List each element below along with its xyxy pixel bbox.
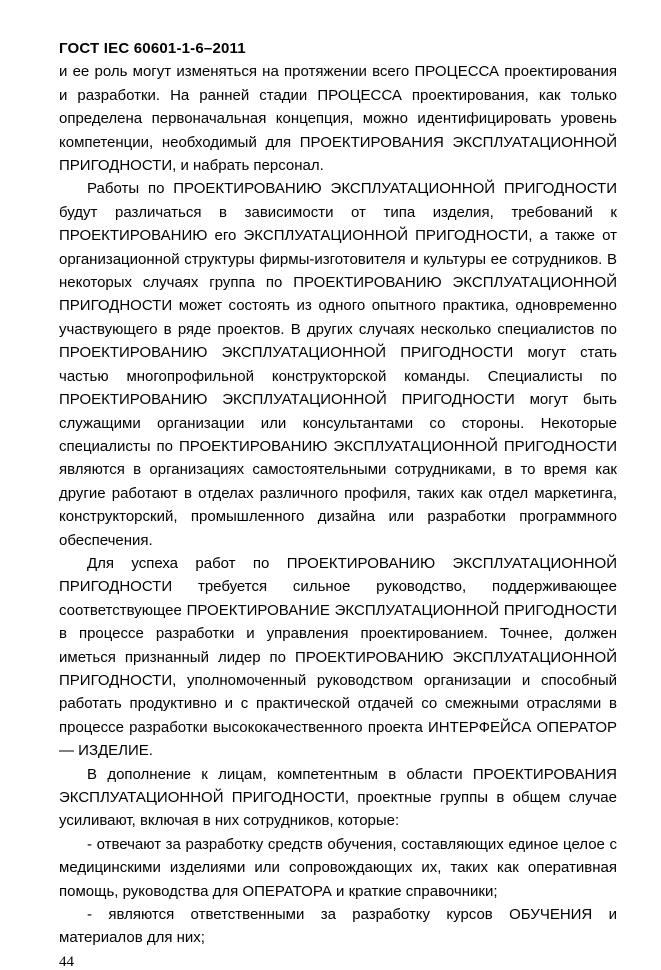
- list-item-training-aids: - отвечают за разработку средств обучения, составляющих единое целое с медицинскими изделиями или сопровождающих их, таких как оперативная помощь, руководства для ОПЕРАТОРА и краткие справочники;: [59, 835, 617, 900]
- paragraph-role-continuation: и ее роль могут изменяться на протяжении всего ПРОЦЕССА проектирования и разработки. На ранней стадии ПРОЦЕССА проектирования, как только определена первоначальная концепция, можно идентифицировать уровень компетенции, необходимый для ПРОЕКТИРОВАНИЯ ЭКСПЛУАТАЦИОННОЙ ПРИГОДНОСТИ, и набрать персонал.: [59, 63, 617, 175]
- list-item-training-courses: - являются ответственными за разработку курсов ОБУЧЕНИЯ и материалов для них;: [59, 906, 617, 947]
- document-header: ГОСТ IEC 60601-1-6–2011: [59, 40, 246, 57]
- paragraph-usability-work-variation: Работы по ПРОЕКТИРОВАНИЮ ЭКСПЛУАТАЦИОННОЙ ПРИГОДНОСТИ будут различаться в зависимости от типа изделия, требований к ПРОЕКТИРОВАНИЮ его ЭКСПЛУАТАЦИОННОЙ ПРИГОДНОСТИ, а также от организационной структуры фирмы-изготовителя и культуры ее сотрудников. В некоторых случаях группа по ПРОЕКТИРОВАНИЮ ЭКСПЛУАТАЦИОННОЙ ПРИГОДНОСТИ может состоять из одного опытного практика, одновременно участвующего в ряде проектов. В других случаях несколько специалистов по ПРОЕКТИРОВАНИЮ ЭКСПЛУАТАЦИОННОЙ ПРИГОДНОСТИ могут стать частью многопрофильной конструкторской команды. Специалисты по ПРОЕКТИРОВАНИЮ ЭКСПЛУАТАЦИОННОЙ ПРИГОДНОСТИ могут быть служащими организации или консультантами со стороны. Некоторые специалисты по ПРОЕКТИРОВАНИЮ ЭКСПЛУАТАЦИОННОЙ ПРИГОДНОСТИ являются в организациях самостоятельными сотрудниками, в то время как другие работают в отделах различного профиля, таких как отдел маркетинга, конструкторский, промышленного дизайна или разработки программного обеспечения.: [59, 180, 617, 549]
- page-number: 44: [59, 953, 74, 970]
- paragraph-team-augmentation: В дополнение к лицам, компетентным в области ПРОЕКТИРОВАНИЯ ЭКСПЛУАТАЦИОННОЙ ПРИГОДНОСТИ, проектные группы в общем случае усиливают, включая в них сотрудников, которые:: [59, 765, 617, 830]
- document-body: [59, 60, 617, 949]
- paragraph-leadership: Для успеха работ по ПРОЕКТИРОВАНИЮ ЭКСПЛУАТАЦИОННОЙ ПРИГОДНОСТИ требуется сильное руководство, поддерживающее соответствующее ПРОЕКТИРОВАНИЕ ЭКСПЛУАТАЦИОННОЙ ПРИГОДНОСТИ в процессе разработки и управления проектированием. Точнее, должен иметься признанный лидер по ПРОЕКТИРОВАНИЮ ЭКСПЛУАТАЦИОННОЙ ПРИГОДНОСТИ, уполномоченный руководством организации и способный работать продуктивно и с практической отдачей со смежными отраслями в процессе разработки высококачественного проекта ИНТЕРФЕЙСА ОПЕРАТОР — ИЗДЕЛИЕ.: [59, 554, 617, 760]
